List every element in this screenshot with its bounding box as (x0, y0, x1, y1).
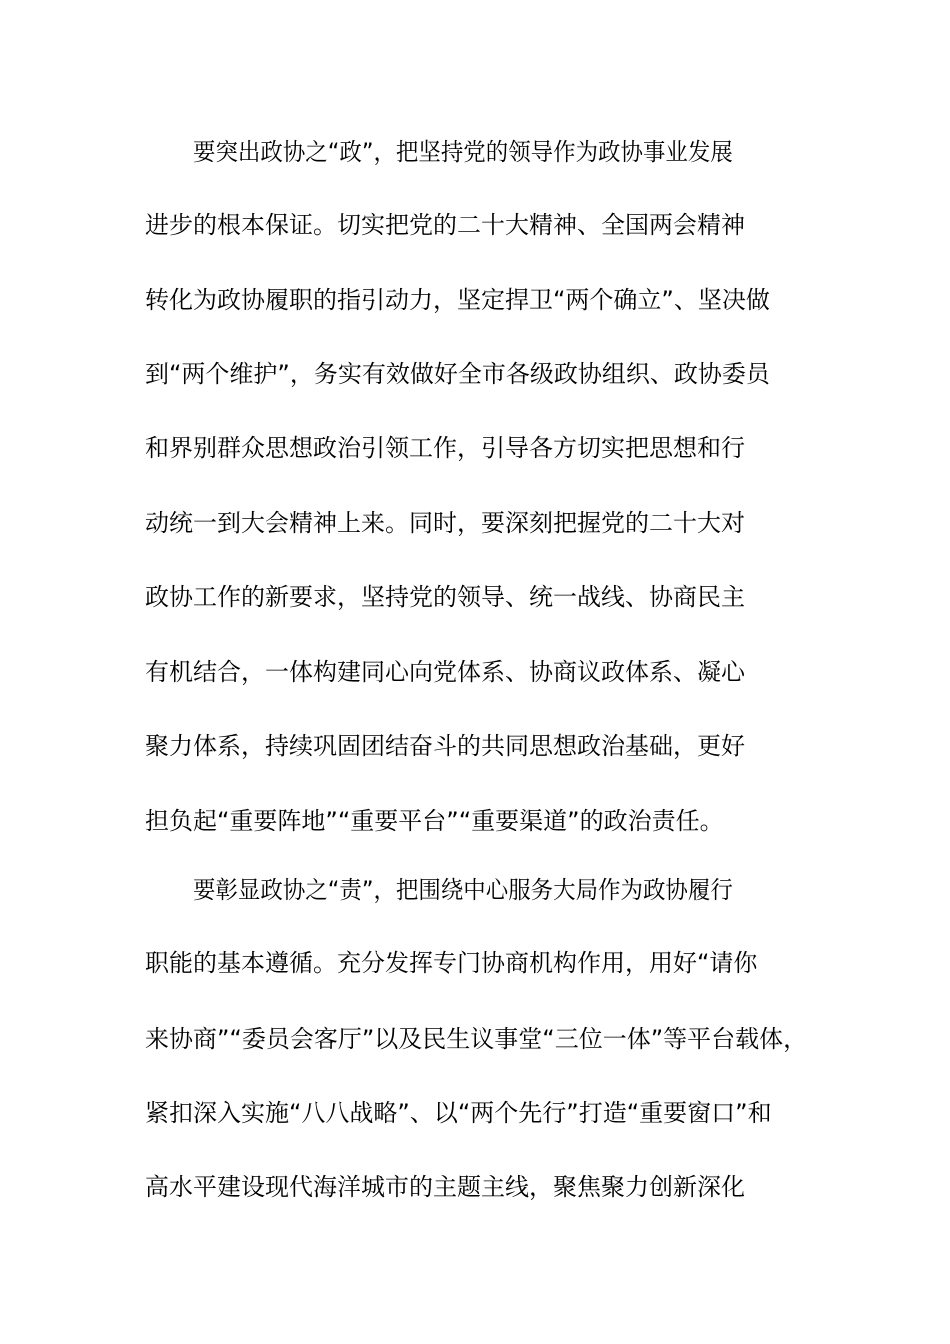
paragraph-1-line-2: 进步的根本保证。切实把党的二十大精神、全国两会精神 (145, 211, 745, 239)
paragraph-1-line-8: 有机结合，一体构建同心向党体系、协商议政体系、凝心 (145, 658, 745, 686)
paragraph-1-line-10: 担负起“重要阵地”“重要平台”“重要渠道”的政治责任。 (145, 807, 724, 835)
paragraph-2-line-4: 紧扣深入实施“八八战略”、以“两个先行”打造“重要窗口”和 (145, 1099, 772, 1127)
paragraph-1-line-9: 聚力体系，持续巩固团结奋斗的共同思想政治基础，更好 (145, 732, 745, 760)
paragraph-2-line-3: 来协商”“委员会客厅”以及民生议事堂“三位一体”等平台载体， (145, 1025, 808, 1053)
paragraph-2-line-2: 职能的基本遵循。充分发挥专门协商机构作用，用好“请你 (145, 949, 758, 977)
paragraph-1-line-5: 和界别群众思想政治引领工作，引导各方切实把思想和行 (145, 434, 745, 462)
paragraph-1-line-7: 政协工作的新要求，坚持党的领导、统一战线、协商民主 (145, 583, 745, 611)
paragraph-2-line-5: 高水平建设现代海洋城市的主题主线，聚焦聚力创新深化 (145, 1173, 745, 1201)
paragraph-1-line-1: 要突出政协之“政”，把坚持党的领导作为政协事业发展 (193, 138, 733, 166)
paragraph-2-line-1: 要彰显政协之“责”，把围绕中心服务大局作为政协履行 (193, 876, 733, 904)
paragraph-1-line-4: 到“两个维护”，务实有效做好全市各级政协组织、政协委员 (145, 360, 770, 388)
paragraph-1-line-3: 转化为政协履职的指引动力，坚定捍卫“两个确立”、坚决做 (145, 286, 770, 314)
paragraph-1-line-6: 动统一到大会精神上来。同时，要深刻把握党的二十大对 (145, 509, 745, 537)
